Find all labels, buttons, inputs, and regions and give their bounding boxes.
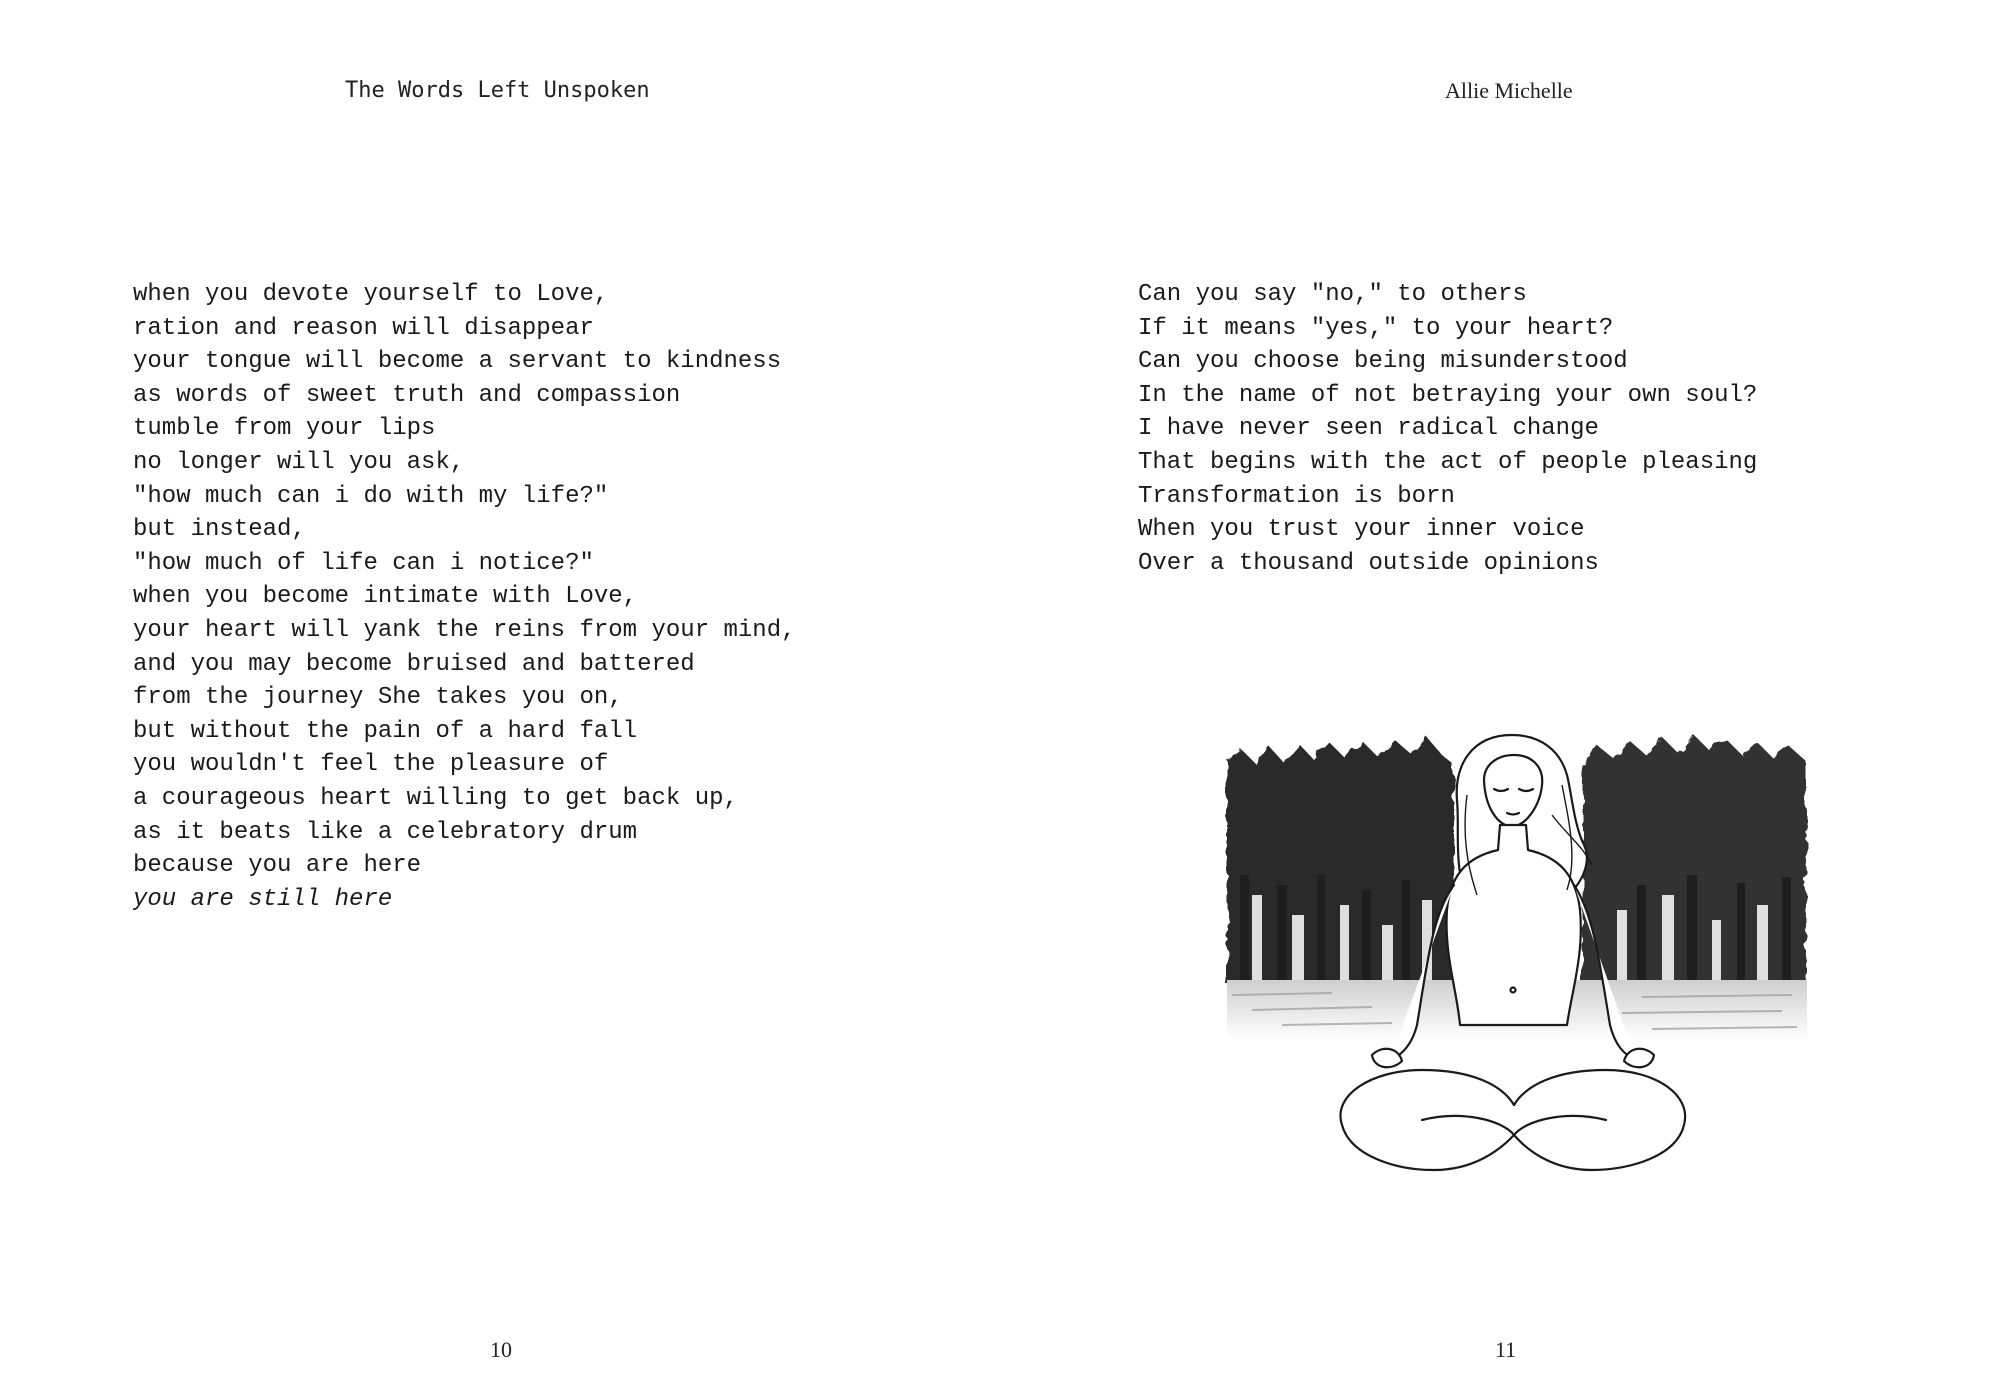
poem-line: as words of sweet truth and compassion [133, 381, 681, 409]
running-author: Allie Michelle [1445, 78, 1573, 103]
poem-line: "how much of life can i notice?" [133, 549, 594, 577]
poem-line: and you may become bruised and battered [133, 650, 695, 678]
poem-line: but instead, [133, 516, 306, 544]
poem-line: but without the pain of a hard fall [133, 717, 638, 745]
right-poem [1138, 278, 1757, 580]
poem-line: no longer will you ask, [133, 448, 465, 476]
poem-line: That begins with the act of people pleasing [1138, 448, 1758, 476]
poem-line: I have never seen radical change [1138, 415, 1599, 443]
poem-line-italic: you are still here [133, 885, 393, 913]
meditating-woman-forest-illustration [1222, 725, 1812, 1215]
poem-line: In the name of not betraying your own soul? [1138, 381, 1758, 409]
poem-line: because you are here [133, 852, 422, 880]
poem-line: your tongue will become a servant to kindness [133, 348, 782, 376]
right-page [1000, 0, 2000, 1400]
poem-line: "how much can i do with my life?" [133, 482, 609, 510]
poem-line: Over a thousand outside opinions [1138, 549, 1599, 577]
running-title: The Words Left Unspoken [345, 78, 650, 103]
poem-line: When you trust your inner voice [1138, 516, 1585, 544]
poem-line: when you become intimate with Love, [133, 583, 638, 611]
poem-line: Can you say "no," to others [1138, 281, 1527, 308]
poem-line: you wouldn't feel the pleasure of [133, 751, 609, 779]
poem-line: Can you choose being misunderstood [1138, 348, 1628, 376]
poem-line: when you devote yourself to Love, [133, 281, 609, 308]
left-poem [133, 278, 796, 916]
poem-line: ration and reason will disappear [133, 314, 594, 342]
poem-line: tumble from your lips [133, 415, 436, 443]
poem-line: as it beats like a celebratory drum [133, 818, 638, 846]
poem-line: your heart will yank the reins from your mind, [133, 616, 796, 644]
poem-line: from the journey She takes you on, [133, 684, 623, 712]
poem-line: Transformation is born [1138, 482, 1455, 510]
poem-line: If it means "yes," to your heart? [1138, 314, 1614, 342]
poem-line: a courageous heart willing to get back up, [133, 784, 738, 812]
page-number: 10 [490, 1337, 512, 1362]
page-number: 11 [1495, 1337, 1517, 1362]
